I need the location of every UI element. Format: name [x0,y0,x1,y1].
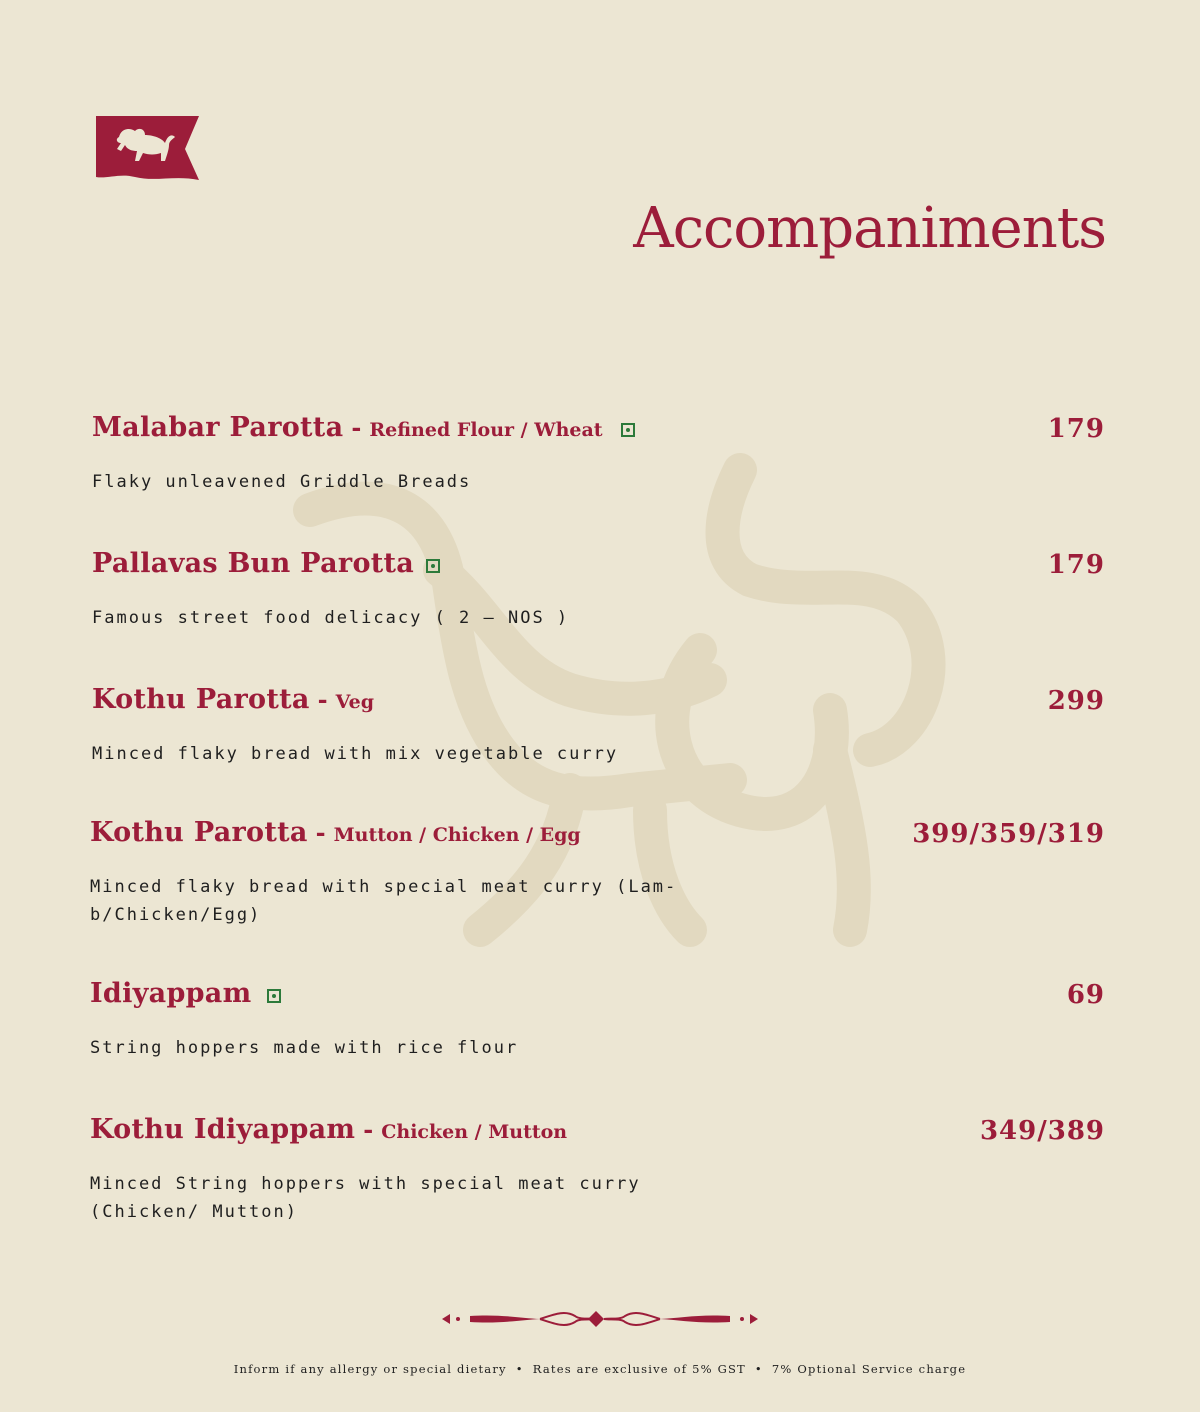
footer-note [0,1362,1200,1376]
item-description: Famous street food delicacy ( 2 – NOS ) [92,608,570,628]
item-heading [92,548,440,579]
item-description: Flaky unleavened Griddle Breads [92,472,472,492]
bullet-separator: • [754,1362,763,1376]
item-description: String hoppers made with rice flour [90,1038,519,1058]
page-title: Accompaniments [633,196,1106,261]
item-description: Minced flaky bread with special meat curry (Lam-b/Chicken/Egg) [90,877,678,925]
item-name: Kothu Parotta [92,684,310,715]
item-description: Minced flaky bread with mix vegetable curry [92,744,619,764]
item-price: 179 [1047,414,1105,444]
item-heading [90,1114,567,1145]
item-name: Pallavas Bun Parotta [92,548,415,579]
veg-icon [621,423,635,437]
veg-icon [426,559,440,573]
veg-icon [267,989,281,1003]
item-separator: - [317,685,328,714]
item-name: Idiyappam [90,978,252,1009]
item-variant: Mutton / Chicken / Egg [333,824,581,846]
item-price: 399/359/319 [912,819,1105,849]
allergy-note: Inform if any allergy or special dietary [233,1362,507,1376]
item-heading [90,978,281,1009]
item-variant: Refined Flour / Wheat [369,419,603,441]
item-separator: - [315,818,326,847]
service-charge-note: 7% Optional Service charge [771,1362,967,1376]
item-heading [92,412,635,443]
item-price: 299 [1047,686,1105,716]
divider-ornament-icon [440,1306,760,1332]
item-heading [90,817,581,848]
item-variant: Chicken / Mutton [381,1121,568,1143]
item-separator: - [351,413,362,442]
item-price: 179 [1047,550,1105,580]
item-heading [92,684,374,715]
item-name: Malabar Parotta [92,412,344,443]
lion-flag-icon [95,115,199,182]
item-name: Kothu Parotta [90,817,308,848]
bullet-separator: • [515,1362,524,1376]
item-price: 349/389 [979,1116,1105,1146]
item-price: 69 [1066,980,1105,1010]
item-variant: Veg [335,691,375,713]
item-separator: - [363,1115,374,1144]
gst-note: Rates are exclusive of 5% GST [532,1362,746,1376]
item-description: Minced String hoppers with special meat curry (Chicken/ Mutton) [90,1174,641,1222]
item-name: Kothu Idiyappam [90,1114,356,1145]
